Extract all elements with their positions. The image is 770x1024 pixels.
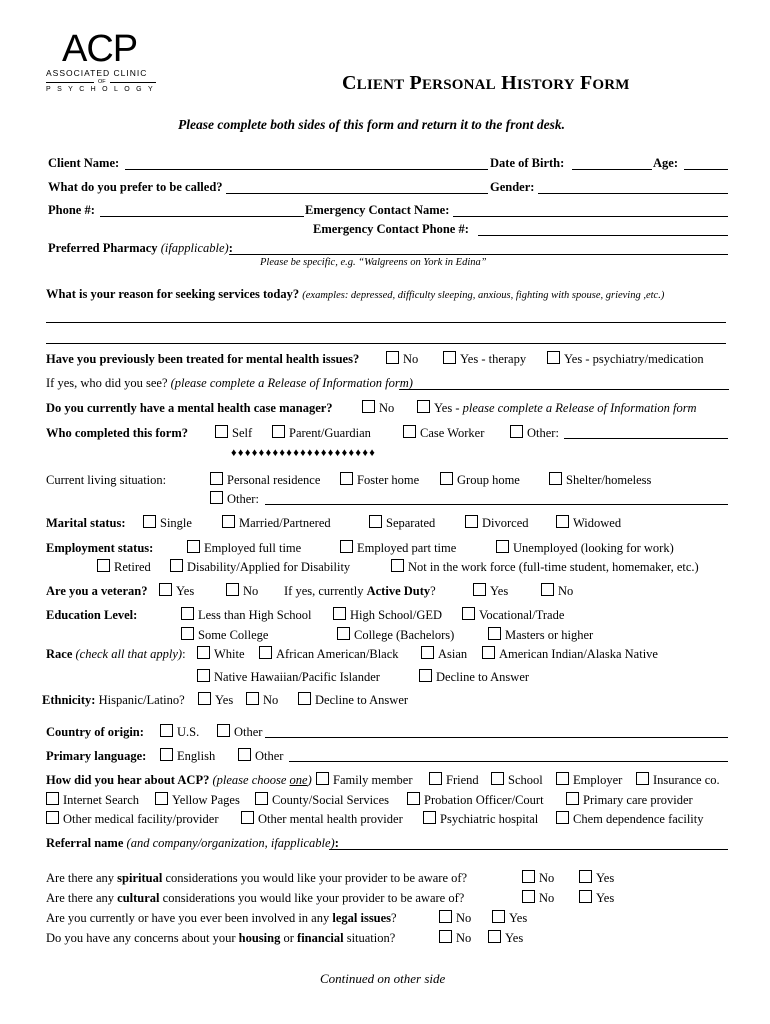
employment-label: Employment status: [46, 541, 154, 555]
heard-othermedical-option[interactable]: Other medical facility/provider [46, 811, 219, 827]
form-title: CLIENT PERSONAL HISTORY FORM [342, 72, 630, 94]
emergency-name-field[interactable] [453, 216, 728, 217]
ethnicity-yes-option[interactable]: Yes [198, 692, 233, 708]
living-personal-option[interactable]: Personal residence [210, 472, 320, 488]
logo-rule-right [110, 82, 156, 83]
cultural-no-option[interactable]: No [522, 890, 554, 906]
origin-label: Country of origin: [46, 725, 144, 739]
logo-mark: ACP [62, 28, 138, 70]
active-duty-label: If yes, currently Active Duty? [284, 584, 436, 598]
employment-disability-option[interactable]: Disability/Applied for Disability [170, 559, 350, 575]
logo-line1: ASSOCIATED CLINIC [46, 68, 148, 78]
living-foster-option[interactable]: Foster home [340, 472, 419, 488]
education-masters-option[interactable]: Masters or higher [488, 627, 593, 643]
education-college-option[interactable]: College (Bachelors) [337, 627, 454, 643]
preferred-name-label: What do you prefer to be called? [48, 180, 223, 194]
housing-question: Do you have any concerns about your housing or financial situation? [46, 931, 396, 945]
marital-single-option[interactable]: Single [143, 515, 192, 531]
completed-by-label: Who completed this form? [46, 426, 188, 440]
legal-yes-option[interactable]: Yes [492, 910, 527, 926]
origin-other-option[interactable]: Other [217, 724, 262, 740]
heard-label: How did you hear about ACP? (please choose one) [46, 773, 312, 787]
heard-primarycare-option[interactable]: Primary care provider [566, 792, 693, 808]
living-other-field[interactable] [265, 504, 728, 505]
marital-label: Marital status: [46, 516, 126, 530]
race-label: Race (check all that apply): [46, 647, 186, 661]
education-lths-option[interactable]: Less than High School [181, 607, 312, 623]
dob-label: Date of Birth: [490, 156, 565, 170]
marital-divorced-option[interactable]: Divorced [465, 515, 529, 531]
veteran-no-option[interactable]: No [226, 583, 258, 599]
education-label: Education Level: [46, 608, 138, 622]
cultural-question: Are there any cultural considerations you would like your provider to be aware of? [46, 891, 465, 905]
living-group-option[interactable]: Group home [440, 472, 520, 488]
case-manager-yes-option[interactable]: Yes - please complete a Release of Information form [417, 400, 697, 416]
cultural-yes-option[interactable]: Yes [579, 890, 614, 906]
reason-label: What is your reason for seeking services today? (examples: depressed, difficulty sleeping, anxious, fighting with spouse, grieving ,etc.) [46, 287, 665, 301]
education-vocational-option[interactable]: Vocational/Trade [462, 607, 564, 623]
heard-friend-option[interactable]: Friend [429, 772, 479, 788]
client-name-field[interactable] [125, 169, 488, 170]
veteran-yes-option[interactable]: Yes [159, 583, 194, 599]
emergency-phone-label: Emergency Contact Phone #: [313, 222, 469, 236]
race-asian-option[interactable]: Asian [421, 646, 467, 662]
reason-field-line1[interactable] [46, 322, 726, 323]
completed-other-field[interactable] [564, 438, 728, 439]
legal-question: Are you currently or have you ever been involved in any legal issues? [46, 911, 397, 925]
case-manager-label: Do you currently have a mental health case manager? [46, 401, 333, 415]
heard-chemdep-option[interactable]: Chem dependence facility [556, 811, 704, 827]
case-manager-no-option[interactable]: No [362, 400, 394, 416]
education-hs-option[interactable]: High School/GED [333, 607, 442, 623]
completed-parent-option[interactable]: Parent/Guardian [272, 425, 371, 441]
preferred-name-field[interactable] [226, 193, 488, 194]
origin-other-field[interactable] [265, 737, 728, 738]
ethnicity-label: Ethnicity: Hispanic/Latino? [42, 693, 185, 707]
employment-parttime-option[interactable]: Employed part time [340, 540, 456, 556]
heard-psychiatric-option[interactable]: Psychiatric hospital [423, 811, 538, 827]
heard-probation-option[interactable]: Probation Officer/Court [407, 792, 544, 808]
referral-field[interactable] [329, 849, 728, 850]
language-label: Primary language: [46, 749, 147, 763]
race-native-option[interactable]: American Indian/Alaska Native [482, 646, 658, 662]
legal-no-option[interactable]: No [439, 910, 471, 926]
ethnicity-decline-option[interactable]: Decline to Answer [298, 692, 408, 708]
completed-self-option[interactable]: Self [215, 425, 252, 441]
reason-field-line2[interactable] [46, 343, 726, 344]
spiritual-no-option[interactable]: No [522, 870, 554, 886]
heard-insurance-option[interactable]: Insurance co. [636, 772, 720, 788]
phone-field[interactable] [100, 216, 304, 217]
heard-internet-option[interactable]: Internet Search [46, 792, 139, 808]
instructions: Please complete both sides of this form and return it to the front desk. [178, 117, 566, 132]
logo-line3: PSYCHOLOGY [46, 86, 160, 93]
pharmacy-field[interactable] [229, 254, 728, 255]
continued-footer: Continued on other side [320, 971, 446, 986]
housing-no-option[interactable]: No [439, 930, 471, 946]
language-other-option[interactable]: Other [238, 748, 283, 764]
age-field[interactable] [684, 169, 728, 170]
treated-label: Have you previously been treated for mental health issues? [46, 352, 360, 366]
treated-no-option[interactable]: No [386, 351, 418, 367]
heard-yellowpages-option[interactable]: Yellow Pages [155, 792, 240, 808]
language-english-option[interactable]: English [160, 748, 215, 764]
race-black-option[interactable]: African American/Black [259, 646, 399, 662]
treated-followup-field[interactable] [399, 389, 729, 390]
emergency-name-label: Emergency Contact Name: [305, 203, 450, 217]
treated-psychiatry-option[interactable]: Yes - psychiatry/medication [547, 351, 704, 367]
active-duty-no-option[interactable]: No [541, 583, 573, 599]
employment-unemployed-option[interactable]: Unemployed (looking for work) [496, 540, 674, 556]
language-other-field[interactable] [289, 761, 728, 762]
living-label: Current living situation: [46, 473, 167, 487]
housing-yes-option[interactable]: Yes [488, 930, 523, 946]
gender-label: Gender: [490, 180, 535, 194]
phone-label: Phone #: [48, 203, 95, 217]
employment-retired-option[interactable]: Retired [97, 559, 151, 575]
gender-field[interactable] [538, 193, 728, 194]
spiritual-question: Are there any spiritual considerations you would like your provider to be aware of? [46, 871, 468, 885]
living-other-option[interactable]: Other: [210, 491, 259, 507]
logo-line2: OF [98, 79, 106, 85]
completed-caseworker-option[interactable]: Case Worker [403, 425, 484, 441]
completed-other-option[interactable]: Other: [510, 425, 559, 441]
race-white-option[interactable]: White [197, 646, 245, 662]
heard-othermental-option[interactable]: Other mental health provider [241, 811, 403, 827]
client-name-label: Client Name: [48, 156, 120, 170]
emergency-phone-field[interactable] [478, 235, 728, 236]
marital-married-option[interactable]: Married/Partnered [222, 515, 331, 531]
marital-separated-option[interactable]: Separated [369, 515, 435, 531]
race-decline-option[interactable]: Decline to Answer [419, 669, 529, 685]
referral-label: Referral name (and company/organization, ifapplicable): [46, 836, 339, 850]
heard-county-option[interactable]: County/Social Services [255, 792, 389, 808]
veteran-label: Are you a veteran? [46, 584, 148, 598]
section-divider: ♦♦♦♦♦♦♦♦♦♦♦♦♦♦♦♦♦♦♦♦♦ [231, 447, 377, 459]
race-hawaiian-option[interactable]: Native Hawaiian/Pacific Islander [197, 669, 380, 685]
heard-school-option[interactable]: School [491, 772, 543, 788]
pharmacy-hint: Please be specific, e.g. “Walgreens on York in Edina” [260, 257, 487, 268]
marital-widowed-option[interactable]: Widowed [556, 515, 621, 531]
employment-notworkforce-option[interactable]: Not in the work force (full-time student, homemaker, etc.) [391, 559, 699, 575]
heard-employer-option[interactable]: Employer [556, 772, 622, 788]
treated-therapy-option[interactable]: Yes - therapy [443, 351, 526, 367]
employment-fulltime-option[interactable]: Employed full time [187, 540, 301, 556]
spiritual-yes-option[interactable]: Yes [579, 870, 614, 886]
treated-followup-label: If yes, who did you see? (please complete a Release of Information form) [46, 376, 413, 390]
pharmacy-label: Preferred Pharmacy (ifapplicable): [48, 241, 233, 255]
living-shelter-option[interactable]: Shelter/homeless [549, 472, 651, 488]
dob-field[interactable] [572, 169, 652, 170]
heard-family-option[interactable]: Family member [316, 772, 413, 788]
ethnicity-no-option[interactable]: No [246, 692, 278, 708]
age-label: Age: [653, 156, 678, 170]
education-somecollege-option[interactable]: Some College [181, 627, 268, 643]
origin-us-option[interactable]: U.S. [160, 724, 199, 740]
logo-rule-left [46, 82, 94, 83]
active-duty-yes-option[interactable]: Yes [473, 583, 508, 599]
